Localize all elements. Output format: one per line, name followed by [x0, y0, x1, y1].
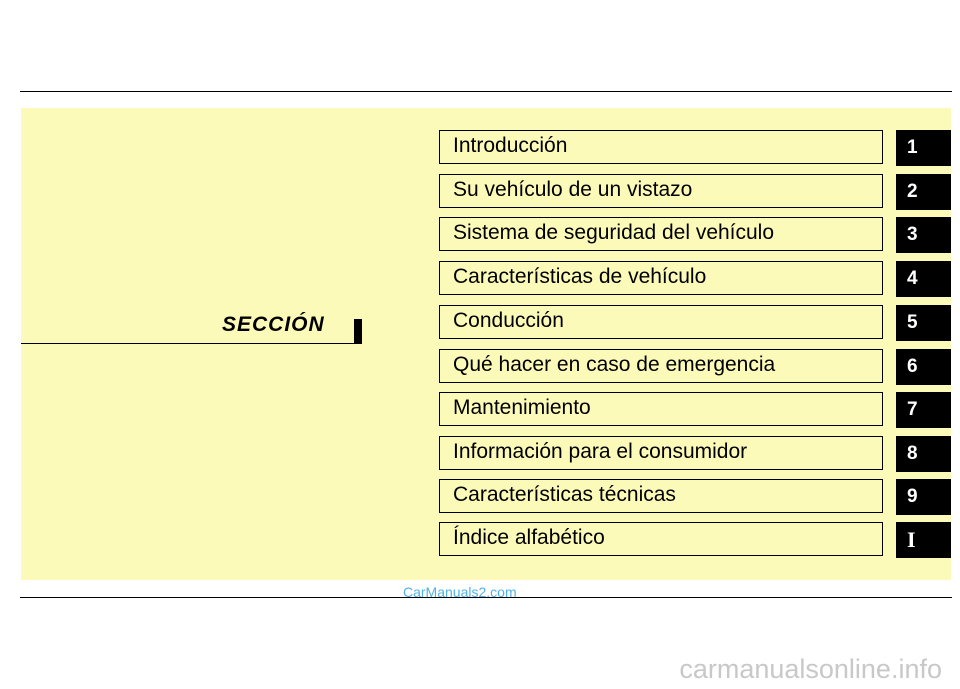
toc-item-seguridad[interactable] [439, 217, 951, 253]
toc-item-indice[interactable] [439, 522, 951, 558]
toc-item-number: 9 [896, 479, 951, 515]
toc-item-title: Mantenimiento [439, 392, 883, 426]
section-underline [21, 343, 361, 344]
toc-item-title: Características técnicas [439, 479, 883, 513]
toc-item-emergencia[interactable] [439, 349, 951, 385]
toc-item-title: Sistema de seguridad del vehículo [439, 217, 883, 251]
toc-item-number: 3 [896, 217, 951, 253]
toc-item-number: 1 [896, 130, 951, 166]
watermark-carmanuals2: CarManuals2.com [403, 584, 517, 600]
toc-item-title: Características de vehículo [439, 261, 883, 295]
section-marker [354, 319, 362, 344]
toc-item-tecnicas[interactable] [439, 479, 951, 515]
toc-item-number: 8 [896, 436, 951, 472]
toc-item-title: Qué hacer en caso de emergencia [439, 349, 883, 383]
toc-item-number: 6 [896, 349, 951, 385]
watermark-carmanualsonline: carmanualsonline.info [679, 654, 942, 684]
toc-item-number: 4 [896, 261, 951, 297]
toc-item-title: Información para el consumidor [439, 436, 883, 470]
toc-item-conduccion[interactable] [439, 305, 951, 341]
section-heading: SECCIÓN [222, 313, 325, 336]
toc-item-title: Introducción [439, 130, 883, 164]
toc-item-number: 5 [896, 305, 951, 341]
toc-item-title: Su vehículo de un vistazo [439, 174, 883, 208]
toc-item-number: 7 [896, 392, 951, 428]
toc-item-number: I [896, 522, 951, 558]
toc-item-introduccion[interactable] [439, 130, 951, 166]
toc-item-vistazo[interactable] [439, 174, 951, 210]
toc-item-consumidor[interactable] [439, 436, 951, 472]
toc-item-mantenimiento[interactable] [439, 392, 951, 428]
toc-item-title: Conducción [439, 305, 883, 339]
toc-item-number: 2 [896, 174, 951, 210]
toc-item-caracteristicas-vehiculo[interactable] [439, 261, 951, 297]
top-divider [20, 91, 952, 92]
toc-item-title: Índice alfabético [439, 522, 883, 556]
